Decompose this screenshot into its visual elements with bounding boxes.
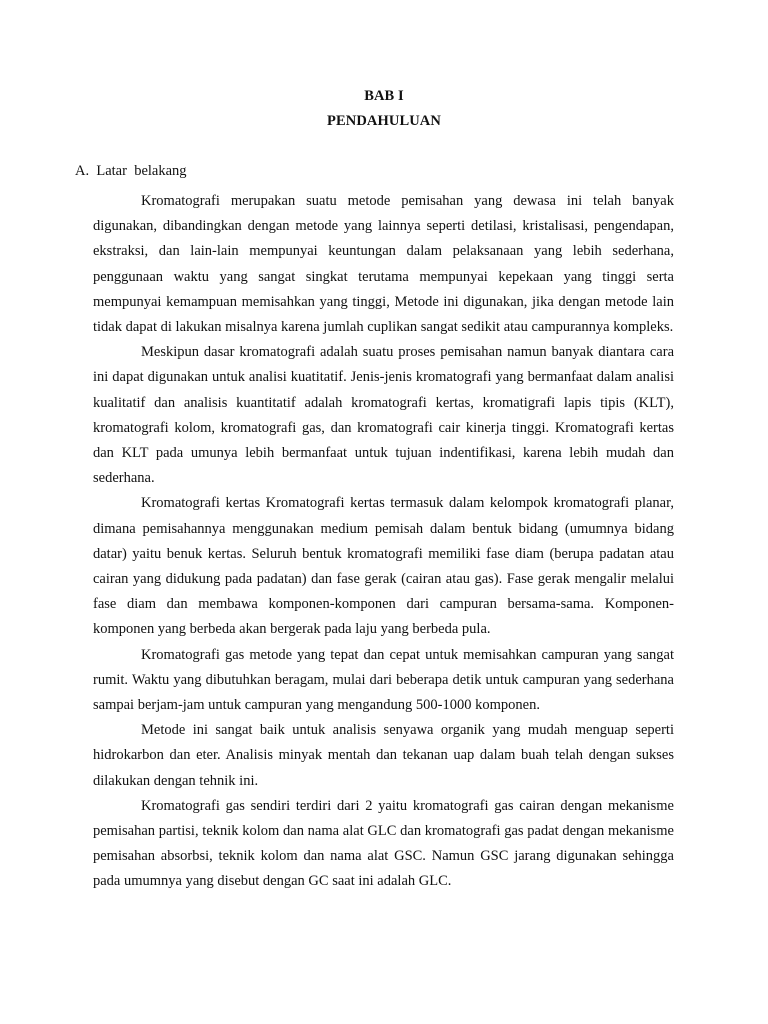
- body-text: [93, 189, 674, 895]
- paragraph-4: Kromatografi gas metode yang tepat dan cepat untuk memisahkan campuran yang sangat rumit. Waktu yang dibutuhkan beragam, mulai dari beberapa detik untuk campuran yang sederhana sampai berjam-jam untuk campuran yang mengandung 500-1000 komponen.: [93, 646, 674, 714]
- paragraph-6: Kromatografi gas sendiri terdiri dari 2 yaitu kromatografi gas cairan dengan mekanisme pemisahan partisi, teknik kolom dan nama alat GLC dan kromatografi gas padat dengan mekanisme pemisahan absorbsi, teknik kolom dan nama alat GSC. Namun GSC jarang digunakan sehingga pada umumnya yang disebut dengan GC saat ini adalah GLC.: [93, 797, 674, 890]
- chapter-title: PENDAHULUAN: [327, 113, 441, 129]
- paragraph-3: Kromatografi kertas Kromatografi kertas termasuk dalam kelompok kromatografi planar, dimana pemisahannya menggunakan medium pemisah dalam bentuk bidang (umumnya bidang datar) yaitu benuk kertas. Seluruh bentuk kromatografi memiliki fase diam (berupa padatan atau cairan yang didukung pada padatan) dan fase gerak (cairan atau gas). Fase gerak mengalir melalui fase diam dan membawa komponen-komponen dari campuran bersama-sama. Komponen-komponen yang berbeda akan bergerak pada laju yang berbeda pula.: [93, 495, 674, 638]
- section-label: A.: [75, 163, 90, 179]
- paragraph-2: Meskipun dasar kromatografi adalah suatu proses pemisahan namun banyak diantara cara ini dapat digunakan untuk analisi kuatitatif. Jenis-jenis kromatografi yang bermanfaat dalam analisi kualitatif dan analisis kuantitatif adalah kromatografi kertas, kromatigrafi lapis tipis (KLT), kromatografi kolom, kromatografi gas, dan kromatografi cair kinerja tinggi. Kromatografi kertas dan KLT pada umunya lebih bermanfaat untuk tujuan indentifikasi, karena lebih mudah dan sederhana.: [93, 344, 674, 487]
- section-heading: [75, 163, 187, 180]
- paragraph-5: Metode ini sangat baik untuk analisis senyawa organik yang mudah menguap seperti hidrokarbon dan eter. Analisis minyak mentah dan tekanan uap dalam buah telah dengan sukses dilakukan dengan tehnik ini.: [93, 722, 674, 789]
- section-title-text: Latar belakang: [96, 163, 187, 179]
- paragraph-1: Kromatografi merupakan suatu metode pemisahan yang dewasa ini telah banyak digunakan, dibandingkan dengan metode yang lainnya seperti detilasi, kristalisasi, pengendapan, ekstraksi, dan lain-lain mempunyai keuntungan dalam pelaksanaan yang lebih sederhana, penggunaan waktu yang sangat singkat terutama mempunyai kepekaan yang tinggi serta mempunyai kemampuan memisahkan yang tinggi, Metode ini digunakan, jika dengan metode lain tidak dapat di lakukan misalnya karena jumlah cuplikan sangat sedikit atau campurannya kompleks.: [93, 193, 674, 336]
- chapter-number: BAB I: [364, 88, 404, 104]
